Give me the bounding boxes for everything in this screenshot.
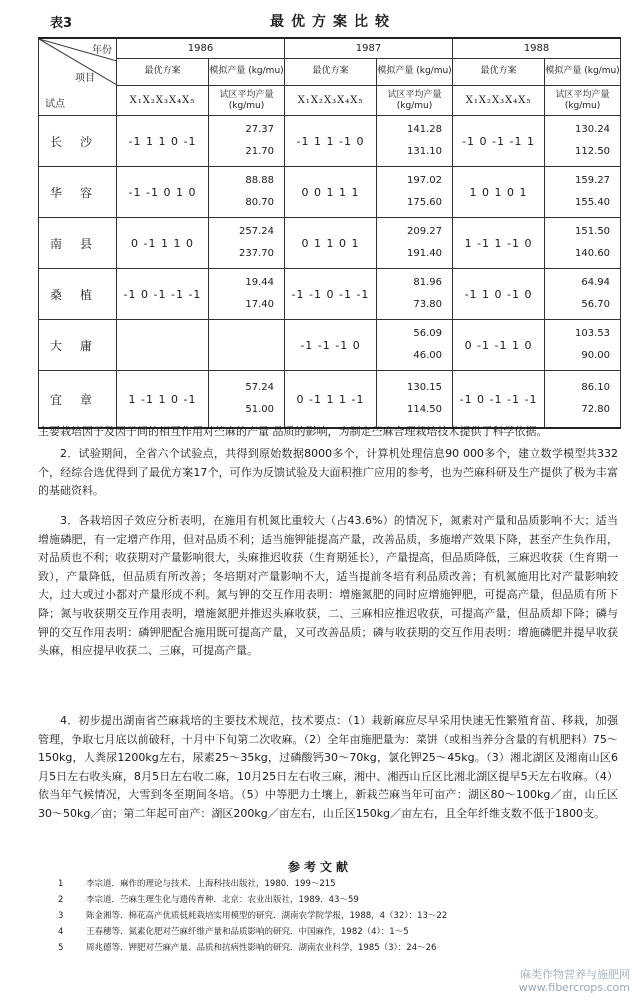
yield-cell (377, 116, 453, 167)
plan-header: 最优方案 (285, 58, 377, 86)
formula-header: X₁X₂X₃X₄X₅ (285, 86, 377, 116)
yield-cell (209, 371, 285, 429)
sim-yield: 141.28 (407, 124, 443, 135)
avg-yield: 237.70 (239, 248, 275, 259)
site-cell: 华容 (39, 167, 117, 218)
avg-yield-header: 试区平均产量 (kg/mu) (377, 86, 453, 116)
plan-cell: 0 -1 1 1 0 (117, 218, 209, 269)
sim-yield: 64.94 (581, 277, 611, 288)
plan-header: 最优方案 (117, 58, 209, 86)
paragraph-1: 主要栽培因子及因子间的相互作用对苎麻的产量 品质的影响，为制定苎麻合理栽培技术提供了科学依据。 (38, 425, 548, 438)
corner-year-label: 年份 (92, 45, 112, 56)
plan-cell: -1 0 -1 -1 -1 (453, 371, 545, 429)
reference-item: 4 王春穗等．氮素化肥对苎麻纤维产量和品质影响的研究．中国麻作，1982（4）：1～5 (58, 927, 409, 937)
avg-yield: 46.00 (413, 350, 443, 361)
yield-cell (377, 371, 453, 429)
plan-cell: 1 0 1 0 1 (453, 167, 545, 218)
plan-cell: -1 -1 -1 0 (285, 320, 377, 371)
yield-cell (545, 371, 621, 429)
reference-item: 1 李宗道．麻作的理论与技术．上海科技出版社，1980．199～215 (58, 879, 336, 889)
avg-yield: 131.10 (407, 146, 443, 157)
paragraph-2: 2．试验期间，全省六个试验点，共得到原始数据8000多个，计算机处理信息90 000多个，建立数学模型共332个，经综合选优得到了最优方案17个，可作为反馈试验及大面积推广应用的参考，也为苎麻科研及生产提供了极为丰富的基础资料。 (38, 447, 618, 498)
site-cell: 宜章 (39, 371, 117, 429)
yield-cell (209, 269, 285, 320)
table-title: 最优方案比较 (270, 14, 396, 30)
paragraph-4: 4．初步提出湖南省苎麻栽培的主要技术规范，技术要点：（1）栽新麻应尽早采用快速无性繁殖育苗、移栽，加强管理，争取七月底以前破秆，十月中下旬第二次收麻。（2）全年亩施肥量为：菜饼（或相当养分含量的有机肥料）75～150kg，人粪尿1200kg左右，尿素25～35kg，过磷酸钙30～70kg，氯化钾25～45kg。（3）湘北湖区及湘南山区6月5日左右收头麻，8月5日左右收二麻，10月25日左右收三麻，湘中、湘西山丘区比湘北湖区提早5天左右收麻。（4）依当年气候情况，大雪到冬至期间冬培。（5）中等肥力土壤上，新栽苎麻当年可亩产：湖区80～100kg／亩，山丘区30～50kg／亩；第二年起可亩产：湖区200kg／亩左右，山丘区150kg／亩左右，且全年纤维支数不低于1800支。 (38, 714, 618, 820)
reference-item: 2 李宗道．苎麻生理生化与遗传育种．北京：农业出版社，1989．43～59 (58, 895, 359, 905)
sim-yield: 130.15 (407, 382, 443, 393)
avg-yield: 155.40 (575, 197, 611, 208)
yield-cell (545, 116, 621, 167)
sim-yield: 86.10 (581, 382, 611, 393)
year-header-1986: 1986 (117, 38, 285, 58)
yield-cell (377, 269, 453, 320)
avg-yield: 17.40 (245, 299, 275, 310)
plan-cell: 1 -1 1 -1 0 (453, 218, 545, 269)
corner-site-label: 试点 (45, 99, 65, 110)
sim-yield-header: 模拟产量 (kg/mu) (545, 58, 621, 86)
year-header-1988: 1988 (453, 38, 621, 58)
avg-yield: 21.70 (245, 146, 275, 157)
site-cell: 大庸 (39, 320, 117, 371)
site-cell: 南县 (39, 218, 117, 269)
sim-yield: 159.27 (575, 175, 611, 186)
sim-yield: 209.27 (407, 226, 443, 237)
sim-yield: 151.50 (575, 226, 611, 237)
plan-cell: -1 1 1 0 -1 (117, 116, 209, 167)
avg-yield: 191.40 (407, 248, 443, 259)
plan-cell: 0 -1 1 1 -1 (285, 371, 377, 429)
sim-yield: 197.02 (407, 175, 443, 186)
avg-yield: 56.70 (581, 299, 611, 310)
avg-yield: 80.70 (245, 197, 275, 208)
plan-cell: -1 1 1 -1 0 (285, 116, 377, 167)
sim-yield: 130.24 (575, 124, 611, 135)
plan-cell: -1 -1 0 -1 -1 (285, 269, 377, 320)
corner-cell (39, 38, 117, 116)
avg-yield: 175.60 (407, 197, 443, 208)
site-cell: 长沙 (39, 116, 117, 167)
watermark-name: 麻类作物营养与施肥网 (520, 968, 630, 981)
plan-cell: -1 1 0 -1 0 (453, 269, 545, 320)
plan-cell: 1 -1 1 0 -1 (117, 371, 209, 429)
yield-cell (209, 167, 285, 218)
yield-cell (545, 269, 621, 320)
plan-cell: 0 -1 -1 1 0 (453, 320, 545, 371)
table-number: 表3 (50, 16, 73, 31)
avg-yield: 90.00 (581, 350, 611, 361)
formula-header: X₁X₂X₃X₄X₅ (117, 86, 209, 116)
plan-header: 最优方案 (453, 58, 545, 86)
plan-cell: -1 0 -1 -1 1 (453, 116, 545, 167)
yield-cell (545, 167, 621, 218)
corner-item-label: 项目 (75, 73, 95, 84)
yield-cell (209, 218, 285, 269)
sim-yield: 257.24 (239, 226, 275, 237)
avg-yield-header: 试区平均产量 (kg/mu) (209, 86, 285, 116)
sim-yield: 81.96 (413, 277, 443, 288)
sim-yield-header: 模拟产量 (kg/mu) (209, 58, 285, 86)
reference-item: 3 陈金湘等．棉花高产优质低耗栽培实用模型的研究．湖南农学院学报，1988，4（32）：13～22 (58, 911, 448, 921)
watermark-url: www.fibercrops.com (518, 981, 630, 994)
avg-yield: 51.00 (245, 404, 275, 415)
yield-cell (377, 167, 453, 218)
reference-item: 5 周兆德等．钾肥对苎麻产量、品质和抗病性影响的研究．湖南农业科学，1985（3）：24～26 (58, 943, 437, 953)
sim-yield: 56.09 (413, 328, 443, 339)
sim-yield: 19.44 (245, 277, 275, 288)
avg-yield: 72.80 (581, 404, 611, 415)
yield-cell (377, 218, 453, 269)
avg-yield: 112.50 (575, 146, 611, 157)
formula-header: X₁X₂X₃X₄X₅ (453, 86, 545, 116)
plan-cell: -1 -1 0 1 0 (117, 167, 209, 218)
avg-yield: 114.50 (407, 404, 443, 415)
yield-cell (545, 320, 621, 371)
yield-cell (377, 320, 453, 371)
sim-yield: 27.37 (245, 124, 275, 135)
yield-cell (209, 116, 285, 167)
plan-cell: 0 1 1 0 1 (285, 218, 377, 269)
sim-yield: 57.24 (245, 382, 275, 393)
sim-yield: 88.88 (245, 175, 275, 186)
sim-yield: 103.53 (575, 328, 611, 339)
yield-cell (545, 218, 621, 269)
table-header (0, 8, 640, 30)
year-header-1987: 1987 (285, 38, 453, 58)
yield-cell (209, 320, 285, 371)
avg-yield: 140.60 (575, 248, 611, 259)
avg-yield-header: 试区平均产量 (kg/mu) (545, 86, 621, 116)
plan-cell: -1 0 -1 -1 -1 (117, 269, 209, 320)
plan-cell (117, 320, 209, 371)
comparison-table (38, 37, 621, 429)
paragraph-3: 3．各栽培因子效应分析表明，在施用有机氮比重较大（占43.6%）的情况下，氮素对产量和品质影响不大；适当增施磷肥，有一定增产作用，但对品质不利；适当施钾能提高产量，改善品质，多施增产效果下降，甚至产生负作用，对品质也不利；收获期对产量影响很大，头麻推迟收获（生育期延长），产量提高，但品质降低，三麻迟收获（生育期一致），产量降低，但品质有所改善；冬培期对产量影响不大，适当提前冬培有利品质改善；有机氮施用比对产量影响较大，过大或过小都对产量形成不利。氮与钾的交互作用表明：增施氮肥的同时应增施钾肥，可提高产量，但品质有所下降；氮与收获期交互作用表明，增施氮肥并推迟头麻收获，二、三麻相应推迟收获，可提高产量，但品质却下降；磷与钾的交互作用表明：磷钾肥配合施用既可提高产量，又可改善品质；磷与收获期的交互作用表明：增施磷肥并提早收获头麻，相应提早收获二、三麻，可提高产量。 (38, 514, 618, 658)
references-title: 参考文献 (287, 860, 352, 874)
watermark (519, 968, 630, 994)
sim-yield (209, 323, 274, 345)
avg-yield (209, 345, 274, 367)
sim-yield-header: 模拟产量 (kg/mu) (377, 58, 453, 86)
references-list (58, 876, 628, 956)
avg-yield: 73.80 (413, 299, 443, 310)
site-cell: 桑植 (39, 269, 117, 320)
plan-cell: 0 0 1 1 1 (285, 167, 377, 218)
